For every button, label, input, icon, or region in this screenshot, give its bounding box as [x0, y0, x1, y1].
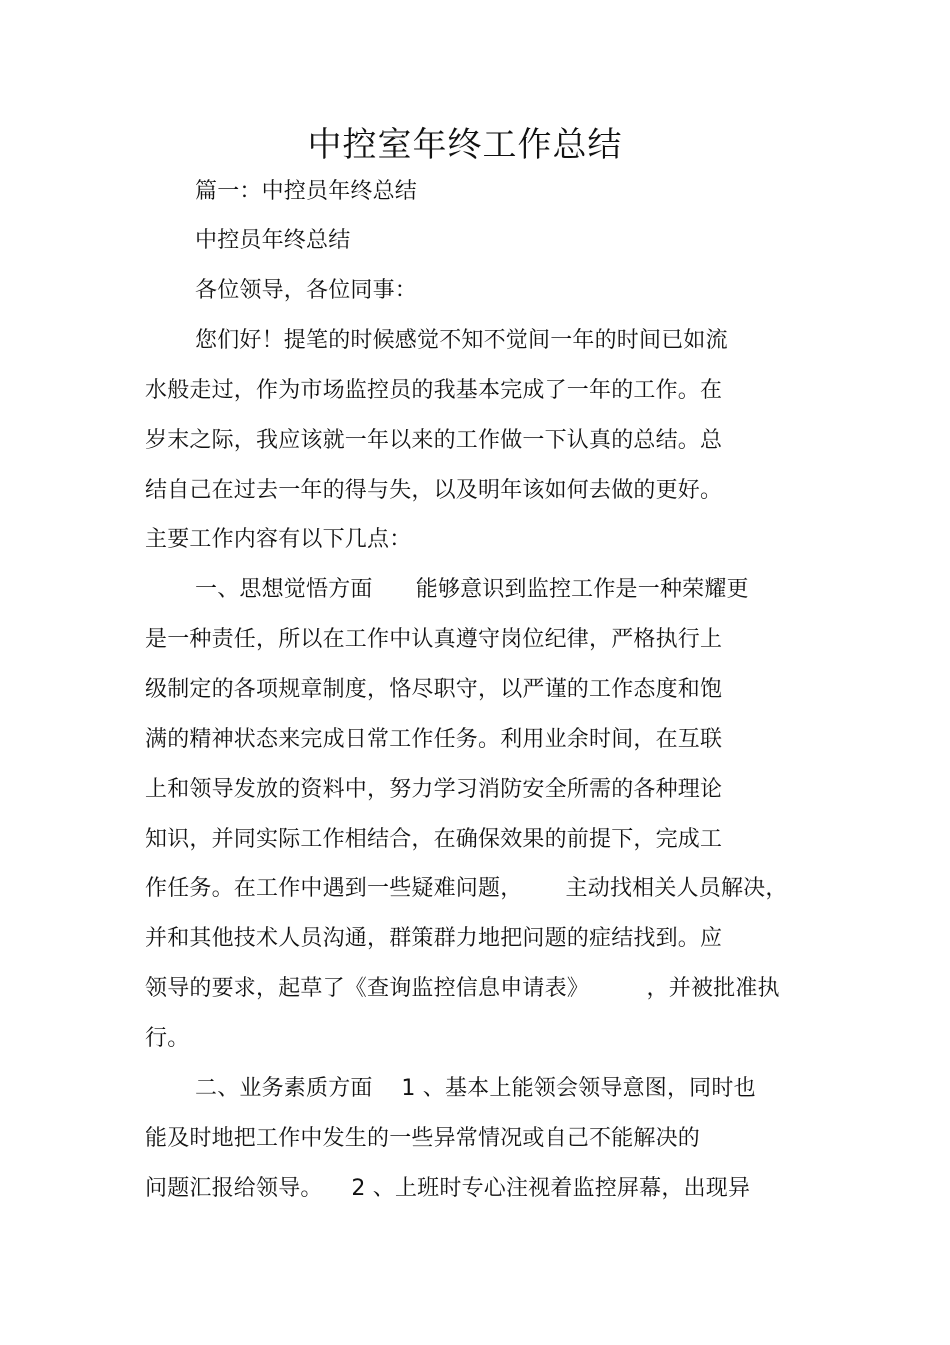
paragraph-line: 是一种责任，所以在工作中认真遵守岗位纪律，严格执行上	[145, 627, 723, 652]
paragraph-line: 并和其他技术人员沟通，群策群力地把问题的症结找到。应	[145, 926, 723, 951]
paragraph-line: 主要工作内容有以下几点：	[145, 527, 412, 552]
paragraph-line: 您们好！提笔的时候感觉不知不觉间一年的时间已如流	[195, 328, 728, 353]
paragraph-line: 一、思想觉悟方面 能够意识到监控工作是一种荣耀更	[195, 577, 749, 602]
paragraph-line: 问题汇报给领导。 2 、上班时专心注视着监控屏幕，出现异	[145, 1176, 751, 1201]
paragraph-line: 结自己在过去一年的得与失，以及明年该如何去做的更好。	[145, 478, 723, 503]
paragraph-line: 领导的要求，起草了《查询监控信息申请表》 ，并被批准执	[145, 976, 780, 1001]
paragraph-line: 能及时地把工作中发生的一些异常情况或自己不能解决的	[145, 1126, 701, 1151]
paragraph-line: 岁末之际，我应该就一年以来的工作做一下认真的总结。总	[145, 428, 723, 453]
sub-heading: 中控员年终总结	[195, 228, 351, 253]
salutation: 各位领导，各位同事：	[195, 278, 418, 303]
paragraph-line: 上和领导发放的资料中，努力学习消防安全所需的各种理论	[145, 777, 723, 802]
section-heading: 篇一：中控员年终总结	[195, 179, 418, 204]
paragraph-line: 级制定的各项规章制度，恪尽职守，以严谨的工作态度和饱	[145, 677, 723, 702]
paragraph-line: 满的精神状态来完成日常工作任务。利用业余时间，在互联	[145, 727, 723, 752]
paragraph-line: 作任务。在工作中遇到一些疑难问题， 主动找相关人员解决，	[145, 876, 788, 901]
page-title: 中控室年终工作总结	[307, 125, 623, 165]
paragraph-line: 二、业务素质方面 1 、基本上能领会领导意图，同时也	[195, 1076, 756, 1101]
paragraph-line: 行。	[145, 1026, 190, 1051]
paragraph-line: 知识，并同实际工作相结合，在确保效果的前提下，完成工	[145, 827, 723, 852]
paragraph-line: 水般走过，作为市场监控员的我基本完成了一年的工作。在	[145, 378, 723, 403]
